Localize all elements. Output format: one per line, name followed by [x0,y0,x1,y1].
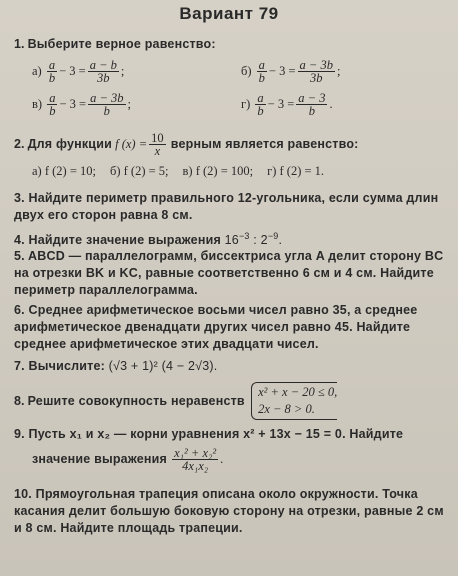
question-text: Выберите верное равенство: [27,37,216,51]
option-b: б) f (2) = 5; [109,164,169,178]
question-2: 2. Для функции f (x) = $\frac{10}{x}$ верным является равенство: а) f (2) = 10; б) f (2) = 5; в) f (2) = 100; г) f (2) = 1. [14,131,359,178]
question-number: 2. [14,137,25,151]
function-expr: f (x) = [115,137,148,151]
variant-title: Вариант 79 [179,4,279,23]
question-1 [14,36,450,117]
question-10: 10. Прямоугольная трапеция описана около окружности. Точка касания делит большую боковую сторону на отрезки, равные 2 см и 8 см. Найдите площадь трапеции. [14,487,444,535]
option-a: а) $\frac{a}{b}$ − 3 = $\frac{a - b}{3b}$ ; [32,58,125,85]
option-d: г) $\frac{a}{b}$ − 3 = $\frac{a - 3}{b}$ . [241,91,333,118]
question-4: 4. Найдите значение выражения $16^{-3}$ : $2^{-9}$. [14,231,283,248]
question-text: Для функции [27,137,112,151]
inequality-system: x² + x − 20 ≤ 0, 2x − 8 > 0. [251,382,337,420]
question-6: 6. Среднее арифметическое восьми чисел равно 35, а среднее арифметическое двенадцати других чисел равно 45. Найдите среднее арифметическое этих двадцати чисел. [14,303,418,351]
question-number: 1. [14,37,25,51]
option-a: а) f (2) = 10; [32,164,96,178]
option-d: г) f (2) = 1. [267,164,325,178]
option-b: б) $\frac{a}{b}$ − 3 = $\frac{a - 3b}{3b}$ ; [241,58,341,85]
question-8: 8. Решите совокупность неравенств x² + x − 20 ≤ 0, 2x − 8 > 0. [14,382,450,420]
option-c: в) f (2) = 100; [182,164,254,178]
expression: (√3 + 1)² (4 − 2√3). [108,359,218,373]
question-3: 3. Найдите периметр правильного 12-угольника, если сумма длин двух его сторон равна 8 см. [14,191,439,222]
question-7: 7. Вычислите: (√3 + 1)² (4 − 2√3). [14,359,218,373]
option-c: в) $\frac{a}{b}$ − 3 = $\frac{a - 3b}{b}$ ; [32,91,131,118]
question-9: 9. Пусть x₁ и x₂ — корни уравнения x² + 13x − 15 = 0. Найдите значение выражения $\frac{\text{x₁² + x₂²}}{\text{4x₁x₂}}$ . [14,427,404,473]
question-5: 5. ABCD — параллелограмм, биссектриса угла A делит сторону BC на отрезки BK и KC, равные соответственно 6 см и 4 см. Найдите периметр параллелограмма. [14,249,444,297]
